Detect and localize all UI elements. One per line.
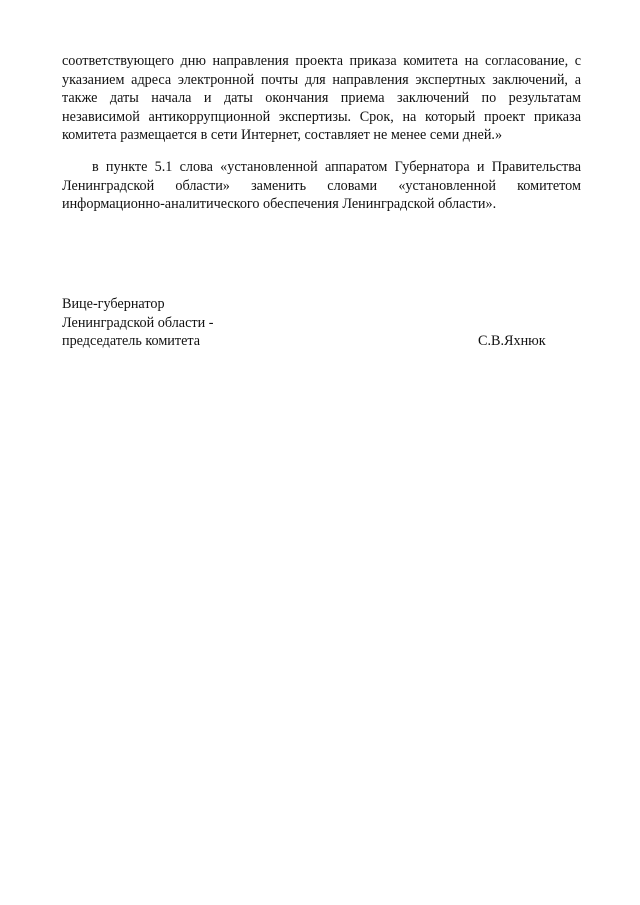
signature-title-line: Вице-губернатор <box>62 296 165 312</box>
paragraph-1 <box>62 52 581 145</box>
paragraph-1-line: указанием адреса электронной почты для направления экспертных заключений, а <box>62 71 581 88</box>
signer-name: С.В.Яхнюк <box>478 333 546 349</box>
paragraph-1-line: также даты начала и даты окончания приема заключений по результатам <box>62 90 581 107</box>
paragraph-1-line: комитета размещается в сети Интернет, составляет не менее семи дней.» <box>62 127 503 144</box>
paragraph-2-line: информационно-аналитического обеспечения Ленинградской области». <box>62 196 497 213</box>
paragraph-2-line: Ленинградской области» заменить словами «установленной комитетом <box>62 177 581 194</box>
signature-title-line: председатель комитета <box>62 333 201 350</box>
paragraph-1-line: независимой антикоррупционной экспертизы. Срок, на который проект приказа <box>62 108 581 125</box>
signature-title-line: Ленинградской области - <box>62 314 214 331</box>
paragraph-2 <box>62 158 581 214</box>
paragraph-1-line: соответствующего дню направления проекта приказа комитета на согласование, с <box>62 53 581 69</box>
paragraph-2-line: в пункте 5.1 слова «установленной аппаратом Губернатора и Правительства <box>92 159 581 175</box>
